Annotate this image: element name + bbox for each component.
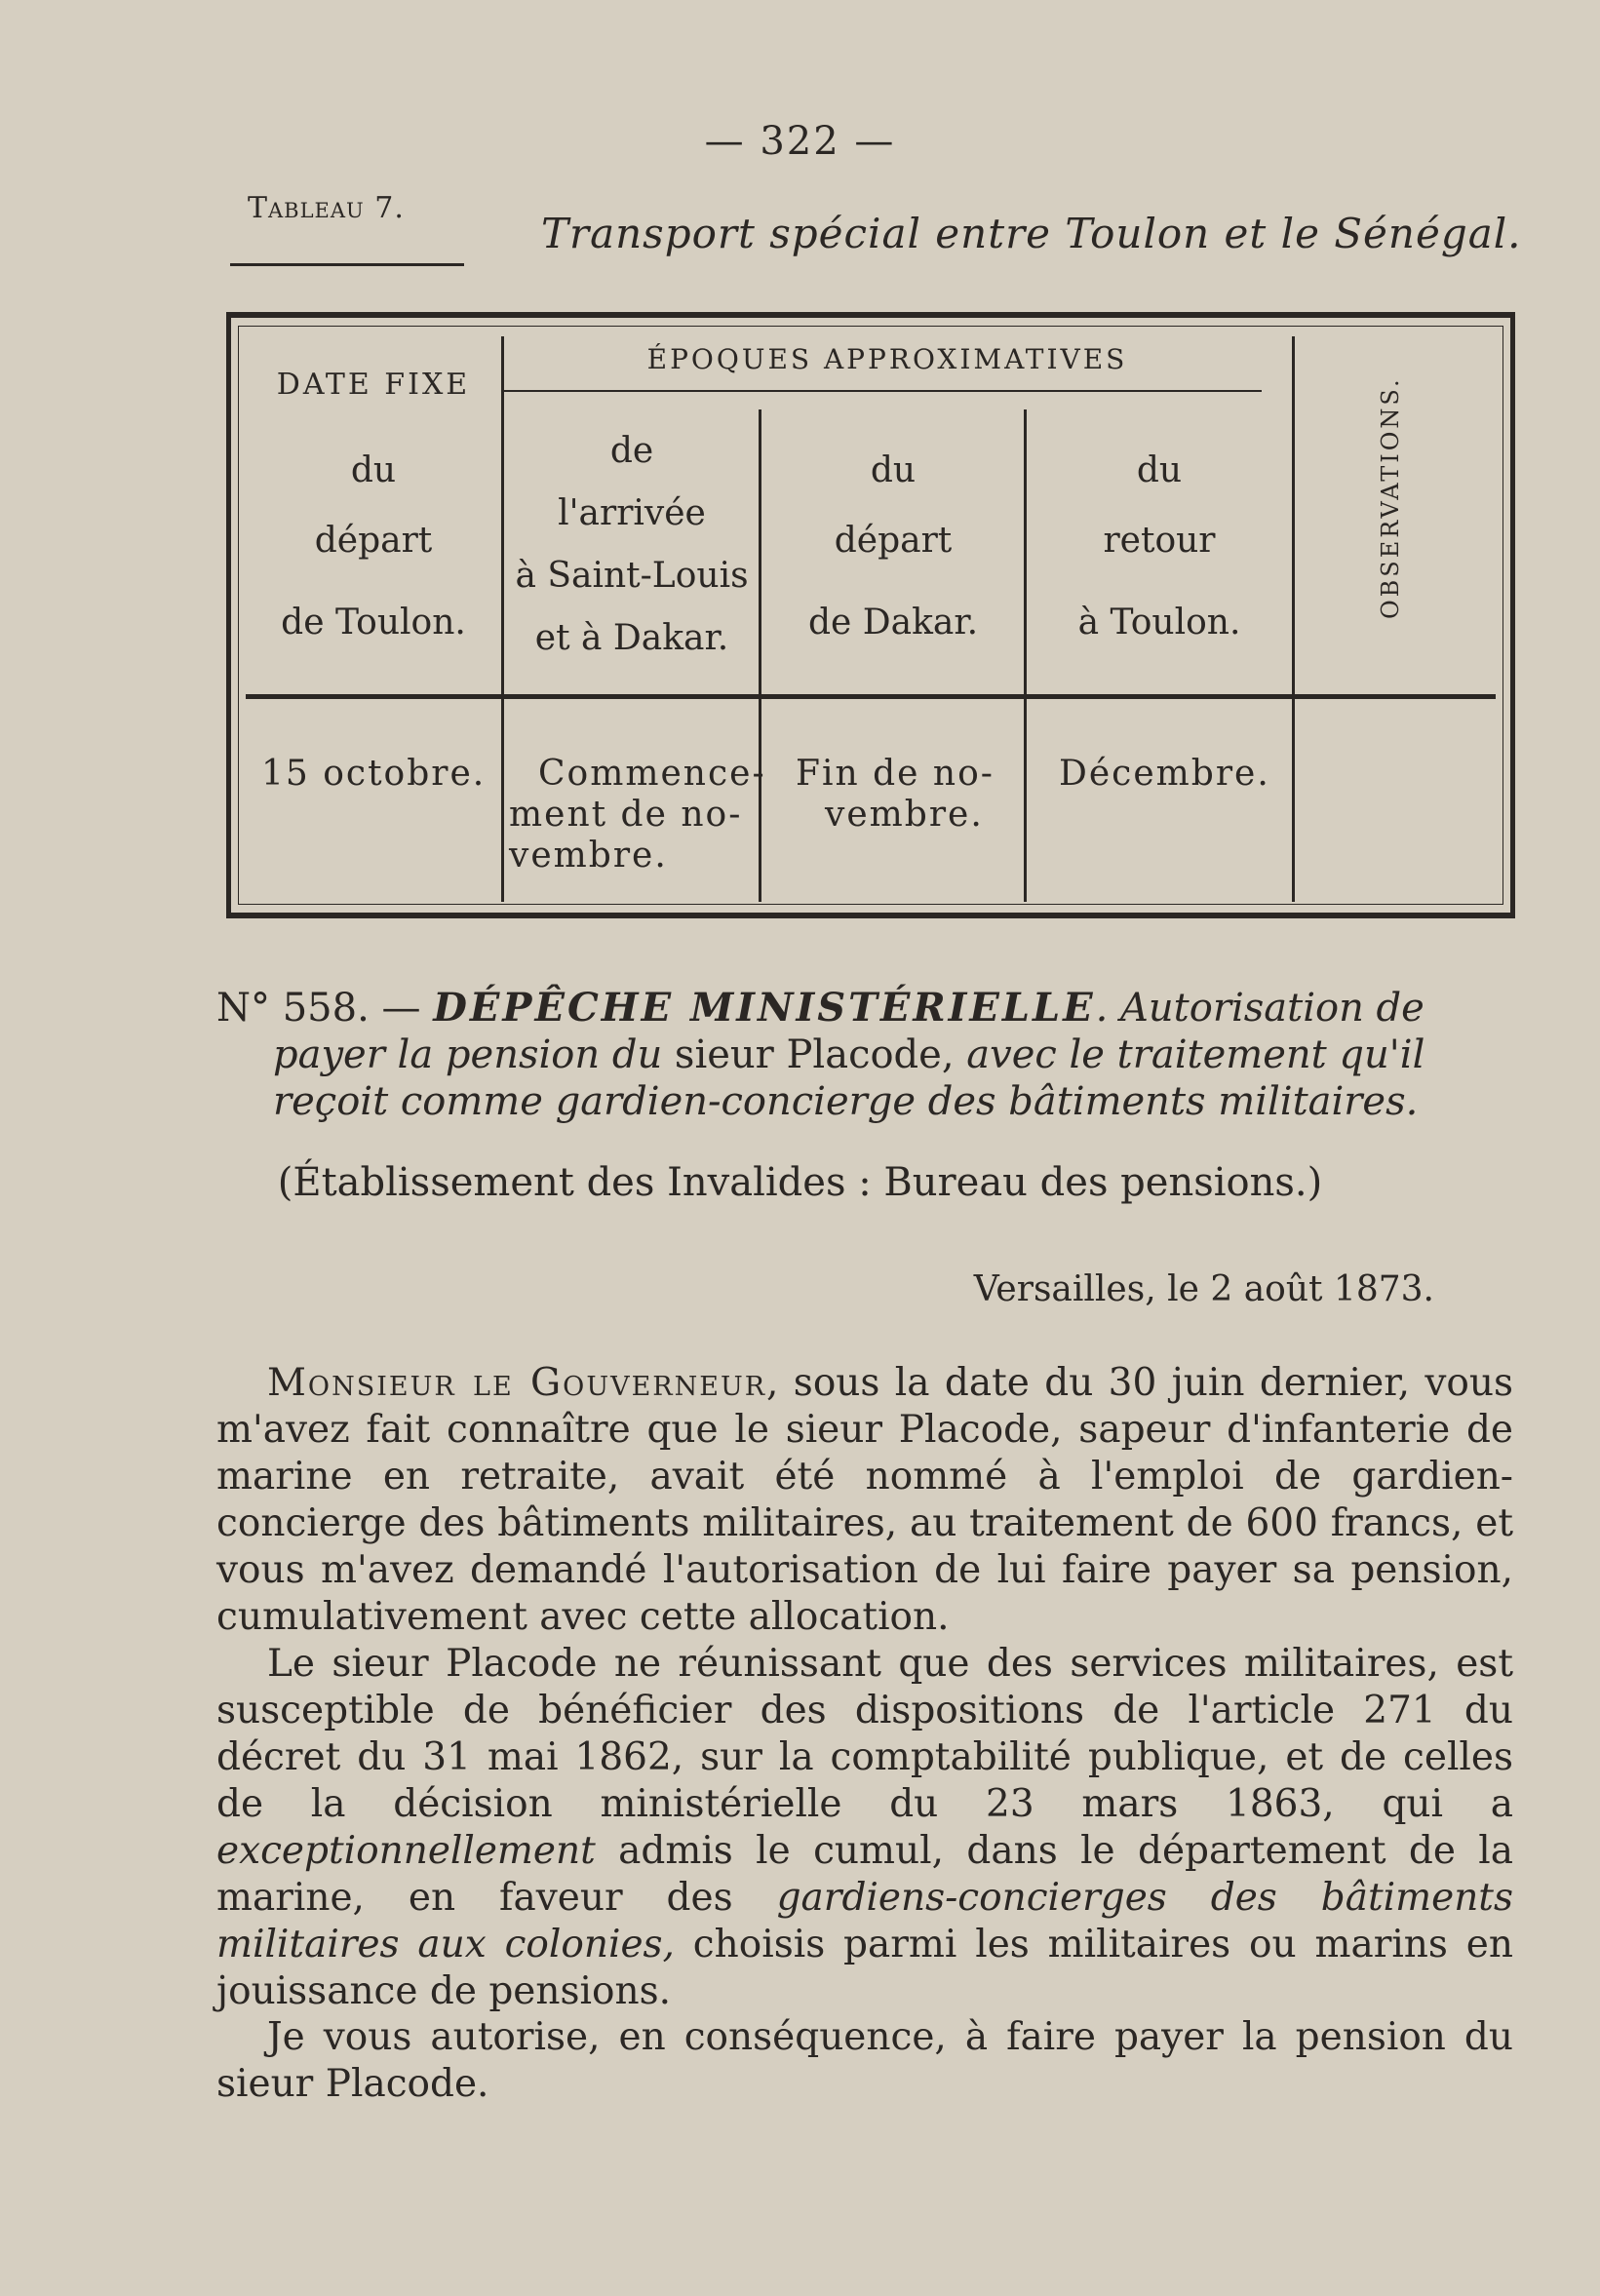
row-col1: 15 octobre. <box>261 754 487 794</box>
epoques-rule <box>501 390 1262 392</box>
col4-header-l1: du <box>1136 450 1183 490</box>
row-col2-l3: vembre. <box>509 836 668 876</box>
document-heading <box>216 985 1521 1125</box>
paragraph-2-emphasis-1: exceptionnellement <box>216 1829 596 1873</box>
heading-part1: . Autorisation de <box>1095 986 1424 1031</box>
row-col2-l1: Commence- <box>538 754 766 794</box>
row-col3-l1: Fin de no- <box>796 754 995 794</box>
col3-header-l1: du <box>870 450 917 490</box>
dateline: Versailles, le 2 août 1873. <box>973 1269 1434 1309</box>
col3-header-l2: départ <box>834 521 953 561</box>
col1-header-l2: départ <box>314 521 433 561</box>
heading-line2 <box>216 1031 1521 1078</box>
paragraph-2-b: admis le cumul, dans le département de la marine, en faveur des <box>216 1829 1513 1920</box>
page-number: — 322 — <box>704 119 896 164</box>
tableau-label: Tableau 7. <box>248 191 405 225</box>
tableau-label-rule <box>230 263 464 266</box>
heading-title: DÉPÊCHE MINISTÉRIELLE <box>433 985 1096 1031</box>
paragraph-2-c: choisis parmi les militaires ou marins en jouissance de pensions. <box>216 1923 1513 2013</box>
col4-header-l3: à Toulon. <box>1077 603 1241 642</box>
salutation: Monsieur le Gouverneur <box>267 1361 767 1405</box>
header-separator <box>246 694 1496 699</box>
col2-header-l1: de <box>609 431 654 471</box>
paragraph-3: Je vous autorise, en conséquence, à faire payer la pension du sieur Placode. <box>216 2015 1513 2106</box>
paragraph-2 <box>216 1641 1513 2015</box>
col1-header-l1: du <box>350 450 397 490</box>
heading-part2-plain: sieur Placode, <box>662 1032 967 1077</box>
col2-header-l2: l'arrivée <box>558 493 706 533</box>
col4-header-l2: retour <box>1103 521 1216 561</box>
subheading: (Établissement des Invalides : Bureau des pensions.) <box>277 1160 1323 1205</box>
row-col2-l2: ment de no- <box>509 795 743 835</box>
col2-header-l3: à Saint-Louis <box>515 556 749 596</box>
heading-number: N° 558. — <box>216 986 434 1031</box>
row-col4: Décembre. <box>1059 754 1270 794</box>
paragraph-1 <box>216 1360 1513 1641</box>
table-divider-col4 <box>1292 336 1295 902</box>
heading-part2-italic2: avec le traitement qu'il <box>966 1032 1425 1077</box>
col5-header-observations: OBSERVATIONS. <box>1377 376 1404 619</box>
col2-header-l4: et à Dakar. <box>534 618 729 658</box>
heading-line3: reçoit comme gardien-concierge des bâtiments militaires. <box>273 1079 1419 1124</box>
col1-header-top: DATE FIXE <box>276 368 471 402</box>
row-col3-l2: vembre. <box>825 795 984 835</box>
col1-header-l3: de Toulon. <box>281 603 466 642</box>
col3-header-l3: de Dakar. <box>807 603 979 642</box>
paragraph-2-a: Le sieur Placode ne réunissant que des services militaires, est susceptible de bénéficier des dispositions de l'article 271 du décret du 31 mai 1862, sur la comptabilité publique, et de celles de la décision ministérielle du 23 mars 1863, qui a <box>216 1642 1513 1826</box>
group-header-epoques: ÉPOQUES APPROXIMATIVES <box>646 343 1128 375</box>
paragraph-2-emphasis-2: gardiens-concierges des bâtiments militaires aux colonies, <box>216 1876 1513 1966</box>
heading-part2-italic: payer la pension du <box>273 1032 663 1077</box>
paragraph-1-text: , sous la date du 30 juin dernier, vous m'avez fait connaître que le sieur Placode, sapeur d'infanterie de marine en retraite, avait été nommé à l'emploi de gardien-concierge des bâtiments militaires, au traitement de 600 francs, et vous m'avez demandé l'autorisation de lui faire payer sa pension, cumulativement avec cette allocation. <box>216 1361 1513 1639</box>
tableau-title: Transport spécial entre Toulon et le Sénégal. <box>541 210 1522 257</box>
